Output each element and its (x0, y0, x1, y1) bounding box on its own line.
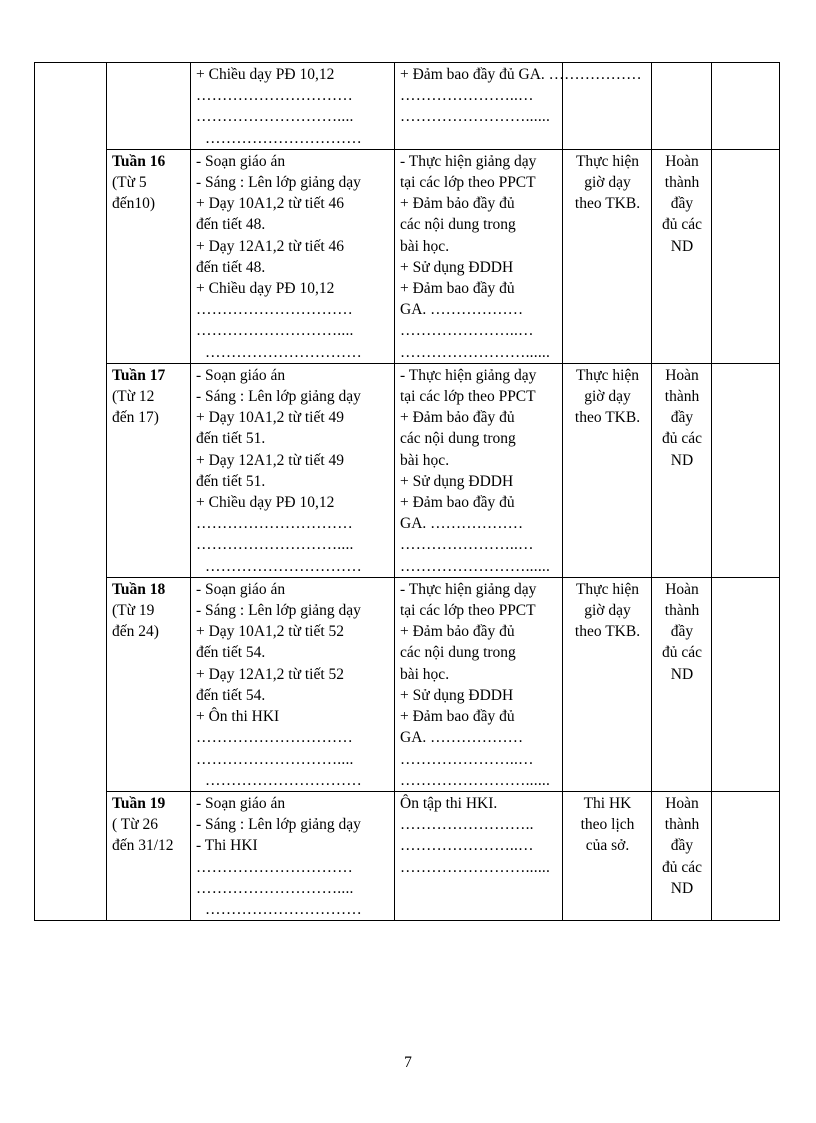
result-line: Thực hiện (575, 366, 640, 384)
result-cell (563, 577, 652, 791)
task-line: đến tiết 51. (196, 472, 266, 490)
assessment-line: ND (670, 451, 694, 469)
result-line: theo lịch (580, 816, 635, 834)
measure-line: các nội dung trong (400, 430, 516, 448)
task-line: - Sáng : Lên lớp giảng dạy (196, 602, 361, 620)
tasks-cell (191, 791, 395, 920)
result-line: Thực hiện (575, 580, 640, 598)
plan-table (34, 62, 780, 921)
notes-cell (712, 791, 780, 920)
measure-line: - Thực hiện giảng dạy (400, 580, 537, 598)
measure-line: GA. ……………… (400, 729, 524, 747)
measure-line: + Đảm bao đầy đủ (400, 708, 515, 726)
measure-line: tại các lớp theo PPCT (400, 388, 536, 406)
measure-dotted-line: ……………………...... (400, 858, 551, 876)
result-line: theo TKB. (574, 409, 641, 427)
task-line: đến tiết 48. (196, 216, 266, 234)
task-dotted-line: ……………………….... (196, 750, 354, 768)
task-line: - Sáng : Lên lớp giảng dạy (196, 174, 361, 192)
measure-line: Ôn tập thi HKI. (400, 794, 498, 812)
assessment-line: đầy (670, 623, 694, 641)
tasks-cell (191, 363, 395, 577)
week-date-range: đến10) (112, 195, 156, 213)
measure-line: bài học. (400, 237, 450, 255)
task-line: + Dạy 12A1,2 từ tiết 46 (196, 237, 345, 255)
task-line: - Sáng : Lên lớp giảng dạy (196, 388, 361, 406)
measure-line: + Đảm bảo đầy đủ (400, 195, 515, 213)
assessment-line: đủ các (661, 430, 702, 448)
assessment-line: ND (670, 665, 694, 683)
week-date-range: (Từ 12 (112, 388, 155, 406)
result-cell (563, 791, 652, 920)
task-dotted-line: ………………………… (205, 343, 362, 361)
task-line: đến tiết 51. (196, 430, 266, 448)
task-line: - Soạn giáo án (196, 366, 286, 384)
task-dotted-line: ………………………… (205, 771, 362, 789)
assessment-cell (652, 363, 712, 577)
task-line: đến tiết 54. (196, 686, 266, 704)
measure-line: + Đảm bao đầy đủ (400, 280, 515, 298)
week-cell (107, 63, 191, 150)
tasks-cell (191, 577, 395, 791)
measures-cell (395, 149, 563, 363)
assessment-cell (652, 577, 712, 791)
week-cell (107, 363, 191, 577)
week-label: Tuần 19 (112, 794, 166, 812)
measure-line: tại các lớp theo PPCT (400, 602, 536, 620)
week-label: Tuần 17 (112, 366, 166, 384)
task-dotted-line: ………………………… (205, 557, 362, 575)
week-label: Tuần 18 (112, 580, 166, 598)
task-line: - Soạn giáo án (196, 580, 286, 598)
measure-dotted-line: …………………..… (400, 87, 534, 105)
week-label: Tuần 16 (112, 152, 166, 170)
assessment-line: thành (664, 816, 700, 834)
task-dotted-line: ……………………….... (196, 322, 354, 340)
task-line: + Dạy 10A1,2 từ tiết 49 (196, 409, 345, 427)
week-date-range: đến 31/12 (112, 837, 174, 855)
result-line: Thi HK (583, 794, 632, 812)
task-line: + Dạy 12A1,2 từ tiết 49 (196, 451, 345, 469)
measure-dotted-line: ……………………...... (400, 108, 551, 126)
page-number: 7 (404, 1054, 412, 1071)
assessment-line: đủ các (661, 216, 702, 234)
task-line: đến tiết 54. (196, 644, 266, 662)
result-cell (563, 363, 652, 577)
measure-line: bài học. (400, 451, 450, 469)
task-line: - Soạn giáo án (196, 794, 286, 812)
task-dotted-line: ………………………… (205, 900, 362, 918)
assessment-line: thành (664, 602, 700, 620)
measure-line: - Thực hiện giảng dạy (400, 366, 537, 384)
task-line: - Sáng : Lên lớp giảng dạy (196, 816, 361, 834)
measure-line: các nội dung trong (400, 216, 516, 234)
measure-line: tại các lớp theo PPCT (400, 174, 536, 192)
task-dotted-line: ………………………… (196, 87, 353, 105)
plan-table-body (35, 63, 780, 921)
tasks-cell (191, 149, 395, 363)
measure-dotted-line: ……………………...... (400, 771, 551, 789)
measure-line: - Thực hiện giảng dạy (400, 152, 537, 170)
measure-dotted-line: …………………..… (400, 837, 534, 855)
assessment-line: ND (670, 237, 694, 255)
task-line: + Dạy 12A1,2 từ tiết 52 (196, 665, 345, 683)
measure-line: GA. ……………… (400, 301, 524, 319)
notes-cell (712, 577, 780, 791)
task-dotted-line: ……………………….... (196, 108, 354, 126)
measure-line: các nội dung trong (400, 644, 516, 662)
measure-dotted-line: …………………..… (400, 322, 534, 340)
week-cell (107, 577, 191, 791)
tasks-cell (191, 63, 395, 150)
task-dotted-line: ………………………… (196, 301, 353, 319)
task-dotted-line: ……………………….... (196, 536, 354, 554)
assessment-line: Hoàn (665, 366, 699, 384)
result-line: của sở. (585, 837, 630, 855)
assessment-line: Hoàn (665, 580, 699, 598)
measure-dotted-line: ……………………...... (400, 343, 551, 361)
week-cell (107, 149, 191, 363)
measure-dotted-line: …………………..… (400, 536, 534, 554)
assessment-cell (652, 791, 712, 920)
measure-line: + Sử dụng ĐDDH (400, 258, 514, 276)
result-line: giờ dạy (584, 174, 631, 192)
task-dotted-line: ………………………… (196, 858, 353, 876)
measure-line: + Đảm bao đầy đủ GA. ……………… (400, 66, 642, 83)
assessment-line: thành (664, 174, 700, 192)
result-line: giờ dạy (584, 388, 631, 406)
week-date-range: đến 17) (112, 409, 159, 427)
task-line: + Dạy 10A1,2 từ tiết 52 (196, 623, 345, 641)
measures-cell (395, 577, 563, 791)
assessment-line: Hoàn (665, 152, 699, 170)
week-date-range: đến 24) (112, 623, 159, 641)
result-cell (563, 149, 652, 363)
result-line: theo TKB. (574, 623, 641, 641)
week-date-range: (Từ 19 (112, 602, 155, 620)
assessment-line: thành (664, 388, 700, 406)
task-line: + Chiều dạy PĐ 10,12 (196, 66, 335, 83)
task-line: - Thi HKI (196, 837, 258, 855)
measures-cell (395, 791, 563, 920)
assessment-line: đủ các (661, 644, 702, 662)
task-line: + Chiều dạy PĐ 10,12 (196, 280, 335, 298)
notes-cell (712, 149, 780, 363)
week-cell (107, 791, 191, 920)
task-dotted-line: ………………………… (196, 515, 353, 533)
measures-cell (395, 63, 642, 150)
left-merged-cell (35, 63, 107, 921)
assessment-line: ND (670, 879, 694, 897)
table-row (35, 149, 780, 363)
week-date-range: (Từ 5 (112, 174, 147, 192)
measure-line: + Đảm bao đầy đủ (400, 494, 515, 512)
measure-dotted-line: ……………………...... (400, 557, 551, 575)
task-line: + Chiều dạy PĐ 10,12 (196, 494, 335, 512)
assessment-cell (652, 149, 712, 363)
table-row (35, 63, 780, 150)
measure-dotted-line: …………………..… (400, 750, 534, 768)
assessment-cell (652, 63, 712, 150)
table-row (35, 363, 780, 577)
week-date-range: ( Từ 26 (112, 816, 159, 834)
table-row (35, 791, 780, 920)
task-line: + Dạy 10A1,2 từ tiết 46 (196, 195, 345, 213)
result-line: Thực hiện (575, 152, 640, 170)
assessment-line: đủ các (661, 858, 702, 876)
table-row (35, 577, 780, 791)
task-line: - Soạn giáo án (196, 152, 286, 170)
measure-dotted-line: …………………….. (400, 816, 534, 834)
measure-line: bài học. (400, 665, 450, 683)
measure-line: + Sử dụng ĐDDH (400, 472, 514, 490)
task-dotted-line: ……………………….... (196, 879, 354, 897)
notes-cell (712, 363, 780, 577)
assessment-line: đầy (670, 195, 694, 213)
assessment-line: đầy (670, 837, 694, 855)
result-line: giờ dạy (584, 602, 631, 620)
result-line: theo TKB. (574, 195, 641, 213)
assessment-line: Hoàn (665, 794, 699, 812)
task-line: + Ôn thi HKI (196, 708, 280, 726)
task-dotted-line: ………………………… (196, 729, 353, 747)
assessment-line: đầy (670, 409, 694, 427)
task-line: đến tiết 48. (196, 258, 266, 276)
measures-cell (395, 363, 563, 577)
measure-line: GA. ……………… (400, 515, 524, 533)
measure-line: + Đảm bảo đầy đủ (400, 409, 515, 427)
measure-line: + Sử dụng ĐDDH (400, 686, 514, 704)
notes-cell (712, 63, 780, 150)
task-dotted-line: ………………………… (205, 129, 362, 147)
measure-line: + Đảm bảo đầy đủ (400, 623, 515, 641)
